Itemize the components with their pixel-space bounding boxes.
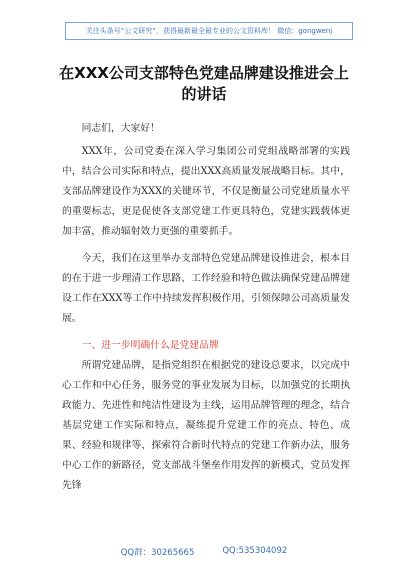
greeting: 同志们，大家好！	[81, 123, 160, 134]
qq-text: QQ:535304092	[222, 546, 288, 556]
paragraph: 今天，我们在这里举办支部特色党建品牌建设推进会，根本目的在于进一步理清工作思路、工作经验和特色做法确保党建品牌建设工作在XXX等工作中持续发挥积极作用，引领保障公司高质量发展。	[62, 253, 350, 324]
paragraph: 所谓党建品牌，是指党组织在根据党的建设总要求，以完成中心工作和中心任务，服务党的事业发展为目标，以加强党的长期执政能力、先进性和纯洁性建设为主线，运用品牌管理的理念，结合基层党建工作实际和特点，凝练提升党建工作的亮点、特色、成果、经验和规律等，探索符合新时代特点的党建工作新办法，服务中心工作的新路径，党支部战斗堡垒作用发挥的新模式，党员发挥先锋	[62, 360, 350, 491]
section-heading: 一、进一步明确什么是党建品牌	[81, 340, 219, 351]
banner-text: 关注头条号“公文研究”，获得最新最全最专业的公文资料库！ 微信：gongwenj	[85, 27, 333, 35]
document-body	[62, 119, 350, 496]
header-banner	[65, 22, 353, 40]
page-footer	[0, 546, 408, 558]
paragraph: XXX年，公司党委在深入学习集团公司党组战略部署的实践中，结合公司实际和特点，提出XXX高质量发展战略目标。其中，支部品牌建设作为XXX的关键环节，不仅是衡量公司党建质量水平的重要标志，更是促使各支部党建工作更具特色，党建实践载体更加丰富，推动辐射效力更强的重要抓手。	[62, 146, 350, 237]
qq-group-text: QQ群：30265665	[120, 548, 195, 558]
document-title: 在XXX公司支部特色党建品牌建设推进会上的讲话	[59, 64, 349, 103]
